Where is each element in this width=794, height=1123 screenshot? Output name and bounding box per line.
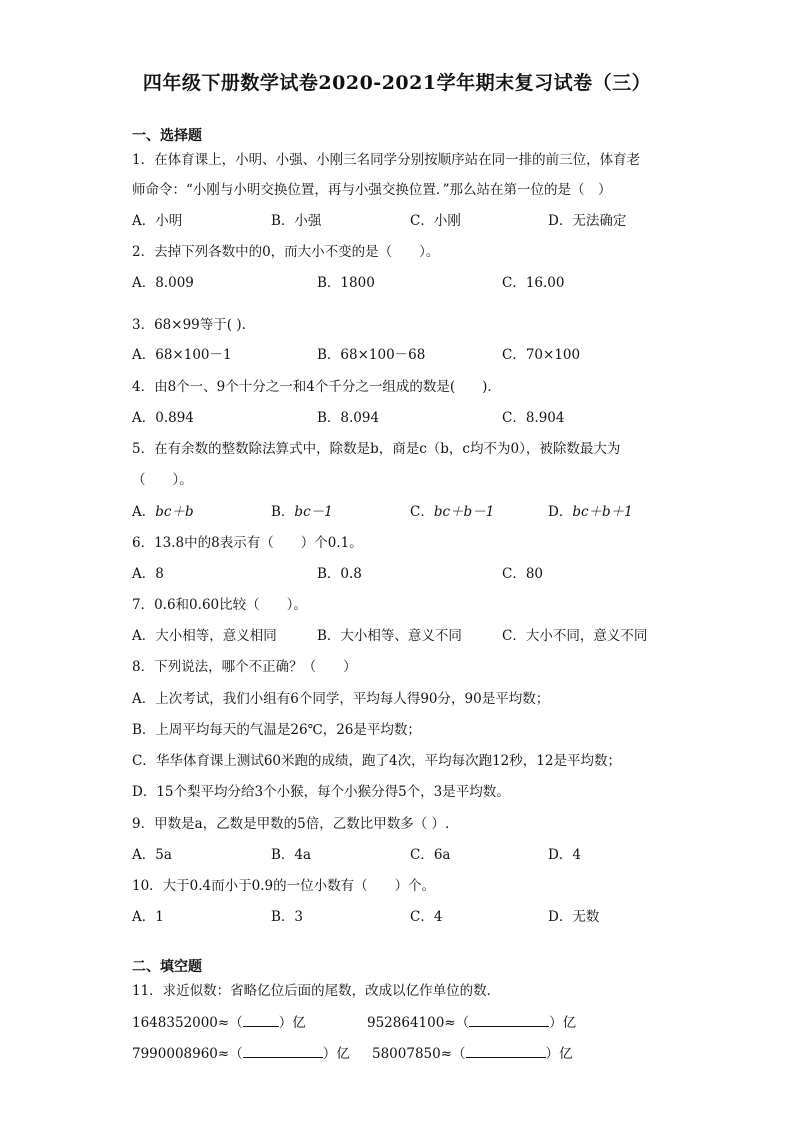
question-8-option-b[interactable]: B．上周平均每天的气温是26℃，26是平均数；: [132, 722, 421, 738]
question-4-option-c[interactable]: C．8.904: [502, 410, 565, 426]
question-8-stem: 8．下列说法，哪个不正确？（ ）: [132, 659, 357, 675]
question-9-option-a[interactable]: A．5a: [132, 847, 172, 863]
question-6-stem: 6．13.8中的8表示有（ ）个0.1。: [132, 535, 363, 551]
question-5-option-d[interactable]: [548, 502, 633, 522]
question-4-option-a[interactable]: A．0.894: [132, 410, 194, 426]
section-heading-choice: 一、选择题: [132, 128, 202, 144]
section-heading-fill: 二、填空题: [132, 959, 202, 975]
question-8-option-c[interactable]: C．华华体育课上测试60米跑的成绩，跑了4次，平均每次跑12秒，12是平均数；: [132, 753, 621, 769]
question-11-item-2: [367, 1012, 576, 1033]
answer-blank[interactable]: [466, 1043, 546, 1058]
question-11-stem: 11．求近似数：省略亿位后面的尾数，改成以亿作单位的数．: [132, 983, 501, 999]
question-9-stem: 9．甲数是a，乙数是甲数的5倍，乙数比甲数多（ ）.: [132, 816, 450, 832]
question-1-option-c[interactable]: C．小刚: [410, 213, 461, 229]
question-10-option-c[interactable]: C．4: [410, 909, 443, 925]
option-label: B．: [271, 504, 295, 520]
question-8-option-d[interactable]: D．15个梨平均分给3个小猴，每个小猴分得5个，3是平均数。: [132, 784, 510, 800]
unit-label: ）亿: [322, 1046, 350, 1062]
question-4-stem: 4．由8个一、9个十分之一和4个千分之一组成的数是( )．: [132, 379, 501, 395]
question-5-option-a[interactable]: [132, 502, 194, 522]
question-3-option-c[interactable]: C．70×100: [502, 347, 581, 363]
answer-blank[interactable]: [469, 1012, 549, 1027]
question-2-option-c[interactable]: C．16.00: [502, 275, 565, 291]
question-11-item-1: [132, 1012, 306, 1033]
page-title: 四年级下册数学试卷2020-2021学年期末复习试卷（三）: [142, 72, 652, 94]
question-9-option-b[interactable]: B．4a: [271, 847, 312, 863]
question-6-option-c[interactable]: C．80: [502, 566, 544, 582]
question-10-option-b[interactable]: B．3: [271, 909, 304, 925]
question-5-line-2: （ ）。: [132, 472, 193, 488]
question-5-line-1: 5．在有余数的整数除法算式中，除数是b，商是c（b，c均不为0），被除数最大为: [132, 441, 621, 457]
unit-label: ）亿: [278, 1015, 306, 1031]
question-7-stem: 7．0.6和0.60比较（ ）。: [132, 597, 307, 613]
question-10-stem: 10．大于0.4而小于0.9的一位小数有（ ）个。: [132, 878, 436, 894]
approx-number: 58007850≈（: [372, 1046, 466, 1062]
question-7-option-a[interactable]: A．大小相等，意义相同: [132, 628, 277, 644]
answer-blank[interactable]: [243, 1043, 323, 1058]
question-2-option-b[interactable]: B．1800: [317, 275, 375, 291]
question-3-option-a[interactable]: A．68×100－1: [132, 347, 232, 363]
question-1-option-d[interactable]: D．无法确定: [548, 213, 627, 229]
question-1-option-b[interactable]: B．小强: [271, 213, 322, 229]
option-expression: bc＋b: [155, 504, 194, 520]
question-10-option-a[interactable]: A．1: [132, 909, 164, 925]
option-label: A．: [132, 504, 156, 520]
question-5-option-b[interactable]: [271, 502, 333, 522]
option-label: D．: [548, 504, 573, 520]
question-5-option-c[interactable]: [410, 502, 494, 522]
question-2-stem: 2．去掉下列各数中的0，而大小不变的是（ ）。: [132, 244, 440, 260]
question-6-option-a[interactable]: A．8: [132, 566, 164, 582]
option-label: C．: [410, 504, 434, 520]
question-2-option-a[interactable]: A．8.009: [132, 275, 194, 291]
question-11-item-4: [372, 1043, 573, 1064]
approx-number: 952864100≈（: [367, 1015, 470, 1031]
option-expression: bc＋b－1: [433, 504, 495, 520]
question-4-option-b[interactable]: B．8.094: [317, 410, 380, 426]
question-6-option-b[interactable]: B．0.8: [317, 566, 362, 582]
question-7-option-c[interactable]: C．大小不同，意义不同: [502, 628, 648, 644]
unit-label: ）亿: [545, 1046, 573, 1062]
question-8-option-a[interactable]: A．上次考试，我们小组有6个同学，平均每人得90分，90是平均数；: [132, 691, 550, 707]
option-expression: bc＋b＋1: [572, 504, 633, 520]
question-9-option-c[interactable]: C．6a: [410, 847, 451, 863]
question-1-option-a[interactable]: A．小明: [132, 213, 183, 229]
approx-number: 7990008960≈（: [132, 1046, 243, 1062]
question-1-line-1: 1．在体育课上，小明、小强、小刚三名同学分别按顺序站在同一排的前三位，体育老: [132, 152, 641, 168]
option-expression: bc－1: [294, 504, 333, 520]
unit-label: ）亿: [549, 1015, 577, 1031]
question-3-stem: 3．68×99等于( ).: [132, 317, 246, 333]
question-1-line-2: 师命令：“小刚与小明交换位置，再与小强交换位置．”那么站在第一位的是（ ）: [132, 182, 612, 198]
answer-blank[interactable]: [243, 1012, 279, 1027]
approx-number: 1648352000≈（: [132, 1015, 243, 1031]
question-7-option-b[interactable]: B．大小相等、意义不同: [317, 628, 462, 644]
question-10-option-d[interactable]: D．无数: [548, 909, 600, 925]
question-3-option-b[interactable]: B．68×100－68: [317, 347, 426, 363]
question-9-option-d[interactable]: D．4: [548, 847, 581, 863]
question-11-item-3: [132, 1043, 350, 1064]
